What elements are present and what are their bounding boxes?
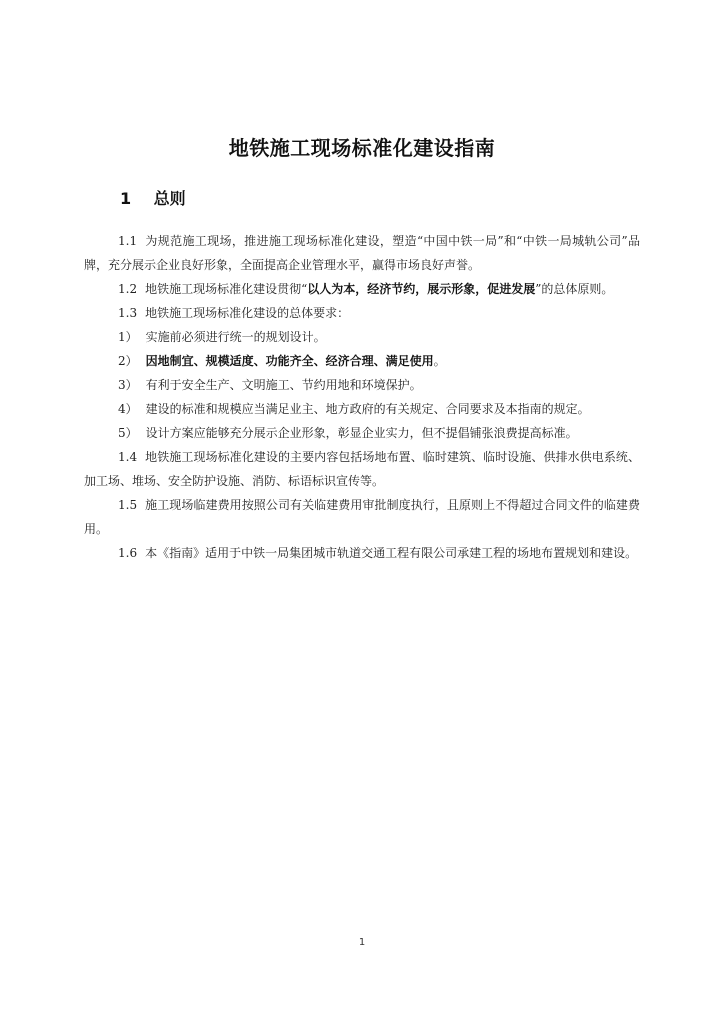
clause-text: 地铁施工现场标准化建设的总体要求： (145, 306, 350, 320)
list-number: 5） (118, 426, 138, 440)
clause-number: 1.1 (118, 234, 138, 248)
list-number: 2） (118, 354, 138, 368)
list-emphasis: 因地制宜、规模适度、功能齐全、经济合理、满足使用 (145, 354, 434, 368)
clause-text: 本《指南》适用于中铁一局集团城市轨道交通工程有限公司承建工程的场地布置规划和建设。 (145, 546, 638, 560)
clause-number: 1.4 (118, 450, 138, 464)
paragraph-1-4 (84, 445, 640, 493)
clause-emphasis: 以人为本，经济节约，展示形象，促进发展 (307, 282, 536, 296)
clause-text: 施工现场临建费用按照公司有关临建费用审批制度执行，且原则上不得超过合同文件的临建费用。 (84, 498, 640, 536)
paragraph-1-5 (84, 493, 640, 541)
clause-number: 1.5 (118, 498, 138, 512)
list-text-end: 。 (433, 354, 446, 368)
paragraph-1-6 (84, 541, 640, 565)
list-number: 3） (118, 378, 138, 392)
list-text: 建设的标准和规模应当满足业主、地方政府的有关规定、合同要求及本指南的规定。 (145, 402, 590, 416)
clause-number: 1.6 (118, 546, 138, 560)
paragraph-1-1 (84, 229, 640, 277)
clause-number: 1.2 (118, 282, 138, 296)
list-text: 有利于安全生产、文明施工、节约用地和环境保护。 (145, 378, 422, 392)
clause-number: 1.3 (118, 306, 138, 320)
clause-text: 地铁施工现场标准化建设贯彻“ (145, 282, 308, 296)
clause-text: 地铁施工现场标准化建设的主要内容包括场地布置、临时建筑、临时设施、供排水供电系统、加工场、堆场、安全防护设施、消防、标语标识宣传等。 (84, 450, 640, 488)
requirement-2 (84, 349, 640, 373)
list-number: 1） (118, 330, 138, 344)
document-title: 地铁施工现场标准化建设指南 (228, 136, 496, 160)
list-text: 实施前必须进行统一的规划设计。 (145, 330, 326, 344)
clause-text: 为规范施工现场，推进施工现场标准化建设，塑造“中国中铁一局”和“中铁一局城轨公司”品牌，充分展示企业良好形象，全面提高企业管理水平，赢得市场良好声誉。 (84, 234, 640, 272)
section-heading (120, 186, 186, 209)
list-number: 4） (118, 402, 138, 416)
requirement-1 (84, 325, 640, 349)
paragraph-1-2 (84, 277, 640, 301)
requirement-5 (84, 421, 640, 445)
section-title: 总则 (153, 189, 186, 208)
section-number: 1 (120, 189, 132, 208)
body-text (84, 229, 640, 565)
clause-text-end: ”的总体原则。 (535, 282, 614, 296)
requirement-3 (84, 373, 640, 397)
list-text: 设计方案应能够充分展示企业形象，彰显企业实力，但不提倡铺张浪费提高标准。 (145, 426, 578, 440)
page-number: 1 (358, 937, 366, 948)
requirement-4 (84, 397, 640, 421)
paragraph-1-3 (84, 301, 640, 325)
